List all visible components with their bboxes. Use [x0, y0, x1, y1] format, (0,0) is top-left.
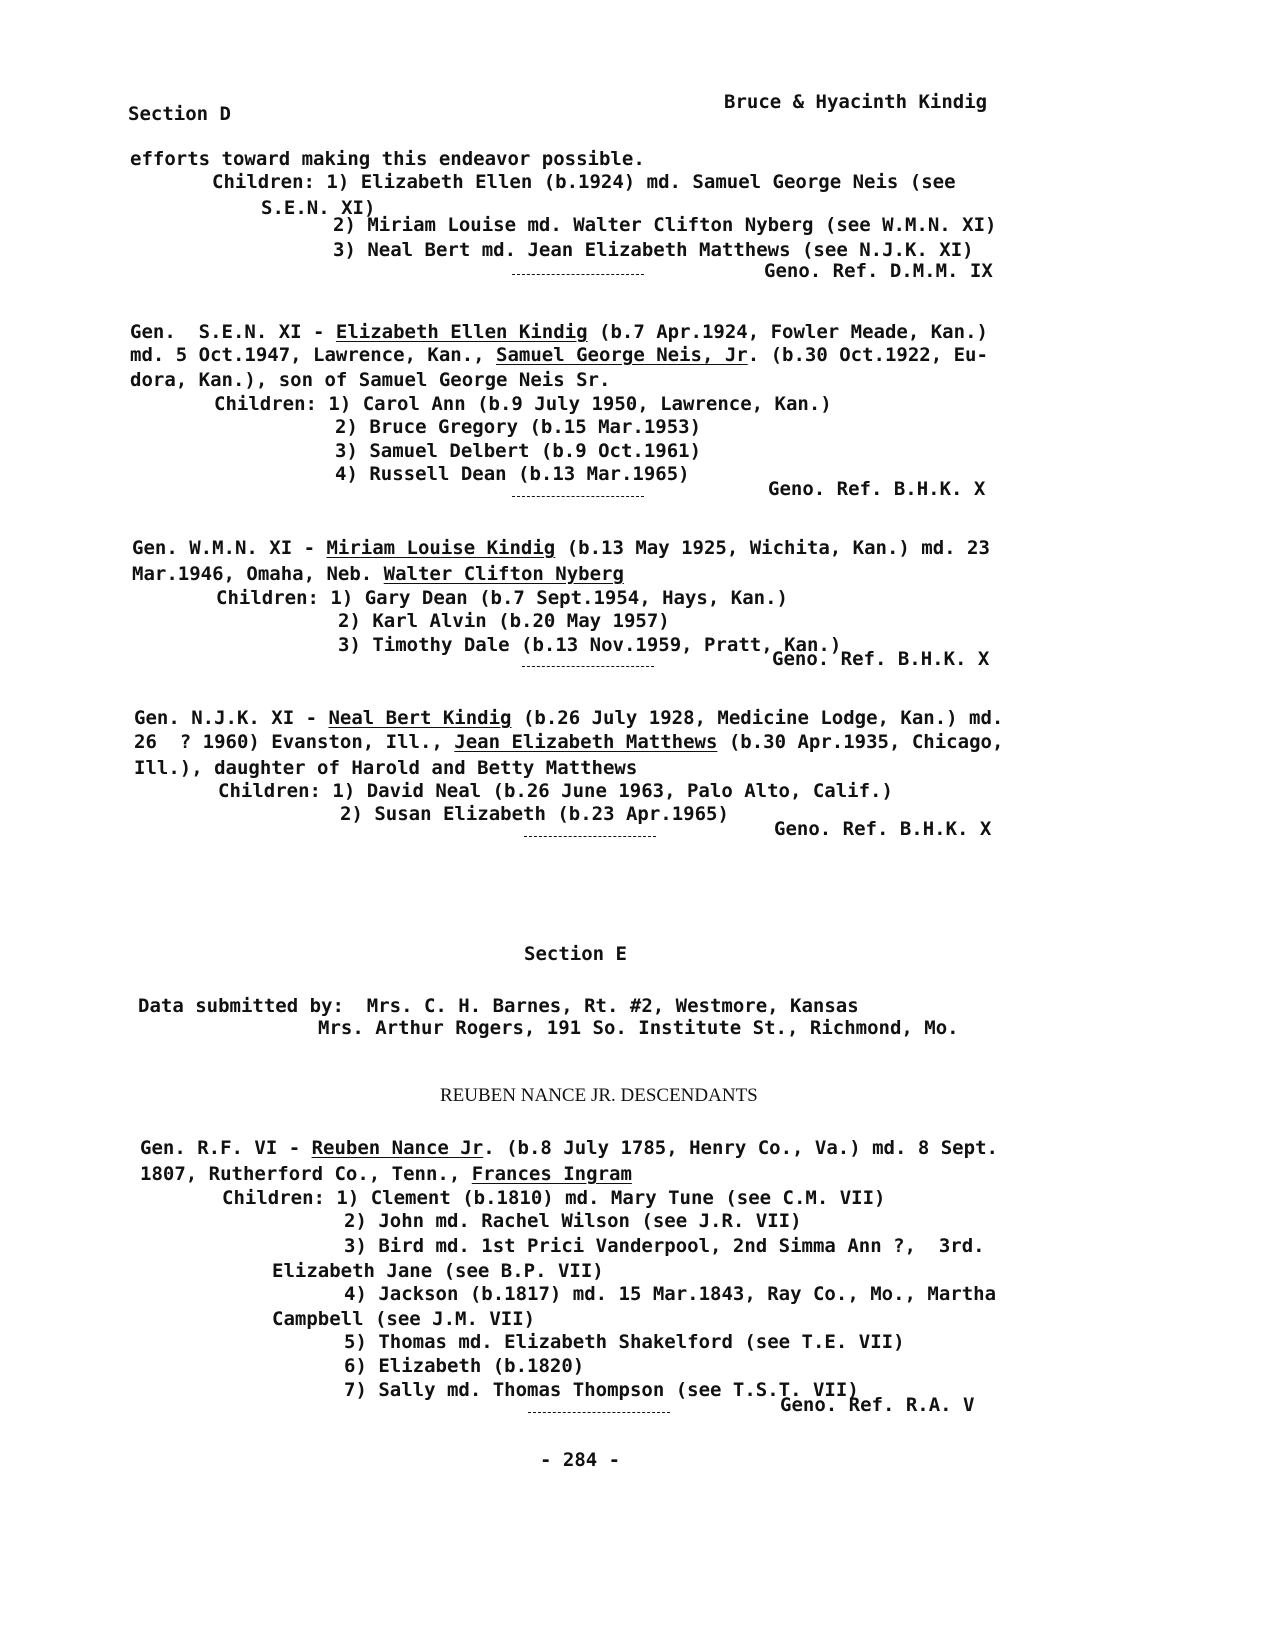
njk-child-2: 2) Susan Elizabeth (b.23 Apr.1965) — [340, 803, 729, 825]
intro-child-1: Children: 1) Elizabeth Ellen (b.1924) md. Samuel George Neis (see — [212, 171, 956, 193]
wmn-child-1: Children: 1) Gary Dean (b.7 Sept.1954, Hays, Kan.) — [216, 587, 788, 609]
section-label: Section D — [128, 103, 231, 125]
separator — [512, 274, 644, 275]
rf-entry-line-2: 1807, Rutherford Co., Tenn., Frances Ingram — [140, 1163, 632, 1185]
geno-ref: Geno. Ref. B.H.K. X — [774, 818, 992, 840]
family-header: Bruce & Hyacinth Kindig — [724, 91, 988, 113]
rf-child-5: 5) Thomas md. Elizabeth Shakelford (see T.E. VII) — [344, 1331, 905, 1353]
section-e-title: Section E — [524, 943, 627, 965]
sen-child-1: Children: 1) Carol Ann (b.9 July 1950, Lawrence, Kan.) — [214, 393, 832, 415]
intro-child-3: 3) Neal Bert md. Jean Elizabeth Matthews (see N.J.K. XI) — [333, 239, 974, 261]
descendants-heading: REUBEN NANCE JR. DESCENDANTS — [440, 1085, 758, 1106]
sen-child-4: 4) Russell Dean (b.13 Mar.1965) — [335, 463, 690, 485]
njk-entry-line-3: Ill.), daughter of Harold and Betty Matthews — [134, 757, 638, 779]
rf-child-7: 7) Sally md. Thomas Thompson (see T.S.T. VII) — [344, 1379, 859, 1401]
sen-entry-line-3: dora, Kan.), son of Samuel George Neis Sr. — [130, 369, 611, 391]
rf-entry-line-1: Gen. R.F. VI - Reuben Nance Jr. (b.8 July 1785, Henry Co., Va.) md. 8 Sept. — [140, 1137, 998, 1159]
wmn-entry-line-1: Gen. W.M.N. XI - Miriam Louise Kindig (b.13 May 1925, Wichita, Kan.) md. 23 — [132, 537, 990, 559]
sen-child-2: 2) Bruce Gregory (b.15 Mar.1953) — [335, 416, 702, 438]
wmn-entry-line-2: Mar.1946, Omaha, Neb. Walter Clifton Nyberg — [132, 563, 624, 585]
sen-entry-line-1: Gen. S.E.N. XI - Elizabeth Ellen Kindig (b.7 Apr.1924, Fowler Meade, Kan.) — [130, 321, 988, 343]
intro-line: efforts toward making this endeavor possible. — [130, 148, 645, 170]
spouse-name: Walter Clifton Nyberg — [383, 563, 624, 585]
submitted-by-line-2: Mrs. Arthur Rogers, 191 So. Institute St., Richmond, Mo. — [318, 1017, 959, 1039]
sen-entry-line-2: md. 5 Oct.1947, Lawrence, Kan., Samuel George Neis, Jr. (b.30 Oct.1922, Eu- — [130, 344, 988, 366]
njk-entry-line-2: 26 ? 1960) Evanston, Ill., Jean Elizabeth Matthews (b.30 Apr.1935, Chicago, — [134, 731, 1004, 753]
intro-child-2: 2) Miriam Louise md. Walter Clifton Nyberg (see W.M.N. XI) — [333, 214, 997, 236]
rf-child-6: 6) Elizabeth (b.1820) — [344, 1355, 585, 1377]
person-name: Miriam Louise Kindig — [326, 537, 556, 559]
geno-ref: Geno. Ref. B.H.K. X — [772, 648, 990, 670]
rf-child-3-cont: Elizabeth Jane (see B.P. VII) — [272, 1260, 604, 1282]
intro-child-1-cont: S.E.N. XI) — [261, 197, 376, 219]
njk-child-1: Children: 1) David Neal (b.26 June 1963, Palo Alto, Calif.) — [218, 780, 893, 802]
page-number: - 284 - — [540, 1449, 621, 1471]
rf-child-1: Children: 1) Clement (b.1810) md. Mary Tune (see C.M. VII) — [222, 1187, 886, 1209]
person-name: Elizabeth Ellen Kindig — [335, 321, 588, 343]
person-name: Neal Bert Kindig — [328, 707, 512, 729]
rf-child-4: 4) Jackson (b.1817) md. 15 Mar.1843, Ray Co., Mo., Martha — [344, 1283, 997, 1305]
separator — [524, 836, 656, 837]
person-name: Reuben Nance Jr — [311, 1137, 484, 1159]
sen-child-3: 3) Samuel Delbert (b.9 Oct.1961) — [335, 440, 702, 462]
rf-child-4-cont: Campbell (see J.M. VII) — [272, 1308, 536, 1330]
wmn-child-3: 3) Timothy Dale (b.13 Nov.1959, Pratt, Kan.) — [338, 634, 842, 656]
separator — [522, 666, 654, 667]
njk-entry-line-1: Gen. N.J.K. XI - Neal Bert Kindig (b.26 July 1928, Medicine Lodge, Kan.) md. — [134, 707, 1004, 729]
spouse-name: Samuel George Neis, Jr — [496, 344, 748, 366]
geno-ref: Geno. Ref. R.A. V — [780, 1394, 975, 1416]
geno-ref: Geno. Ref. B.H.K. X — [768, 478, 986, 500]
spouse-name: Frances Ingram — [471, 1163, 632, 1185]
rf-child-2: 2) John md. Rachel Wilson (see J.R. VII) — [344, 1210, 802, 1232]
rf-child-3: 3) Bird md. 1st Prici Vanderpool, 2nd Simma Ann ?, 3rd. — [344, 1235, 985, 1257]
spouse-name: Jean Elizabeth Matthews — [454, 731, 718, 753]
wmn-child-2: 2) Karl Alvin (b.20 May 1957) — [338, 610, 670, 632]
separator — [512, 496, 644, 497]
separator — [528, 1412, 670, 1413]
geno-ref: Geno. Ref. D.M.M. IX — [764, 260, 993, 282]
submitted-by-line-1: Data submitted by: Mrs. C. H. Barnes, Rt. #2, Westmore, Kansas — [138, 995, 859, 1017]
